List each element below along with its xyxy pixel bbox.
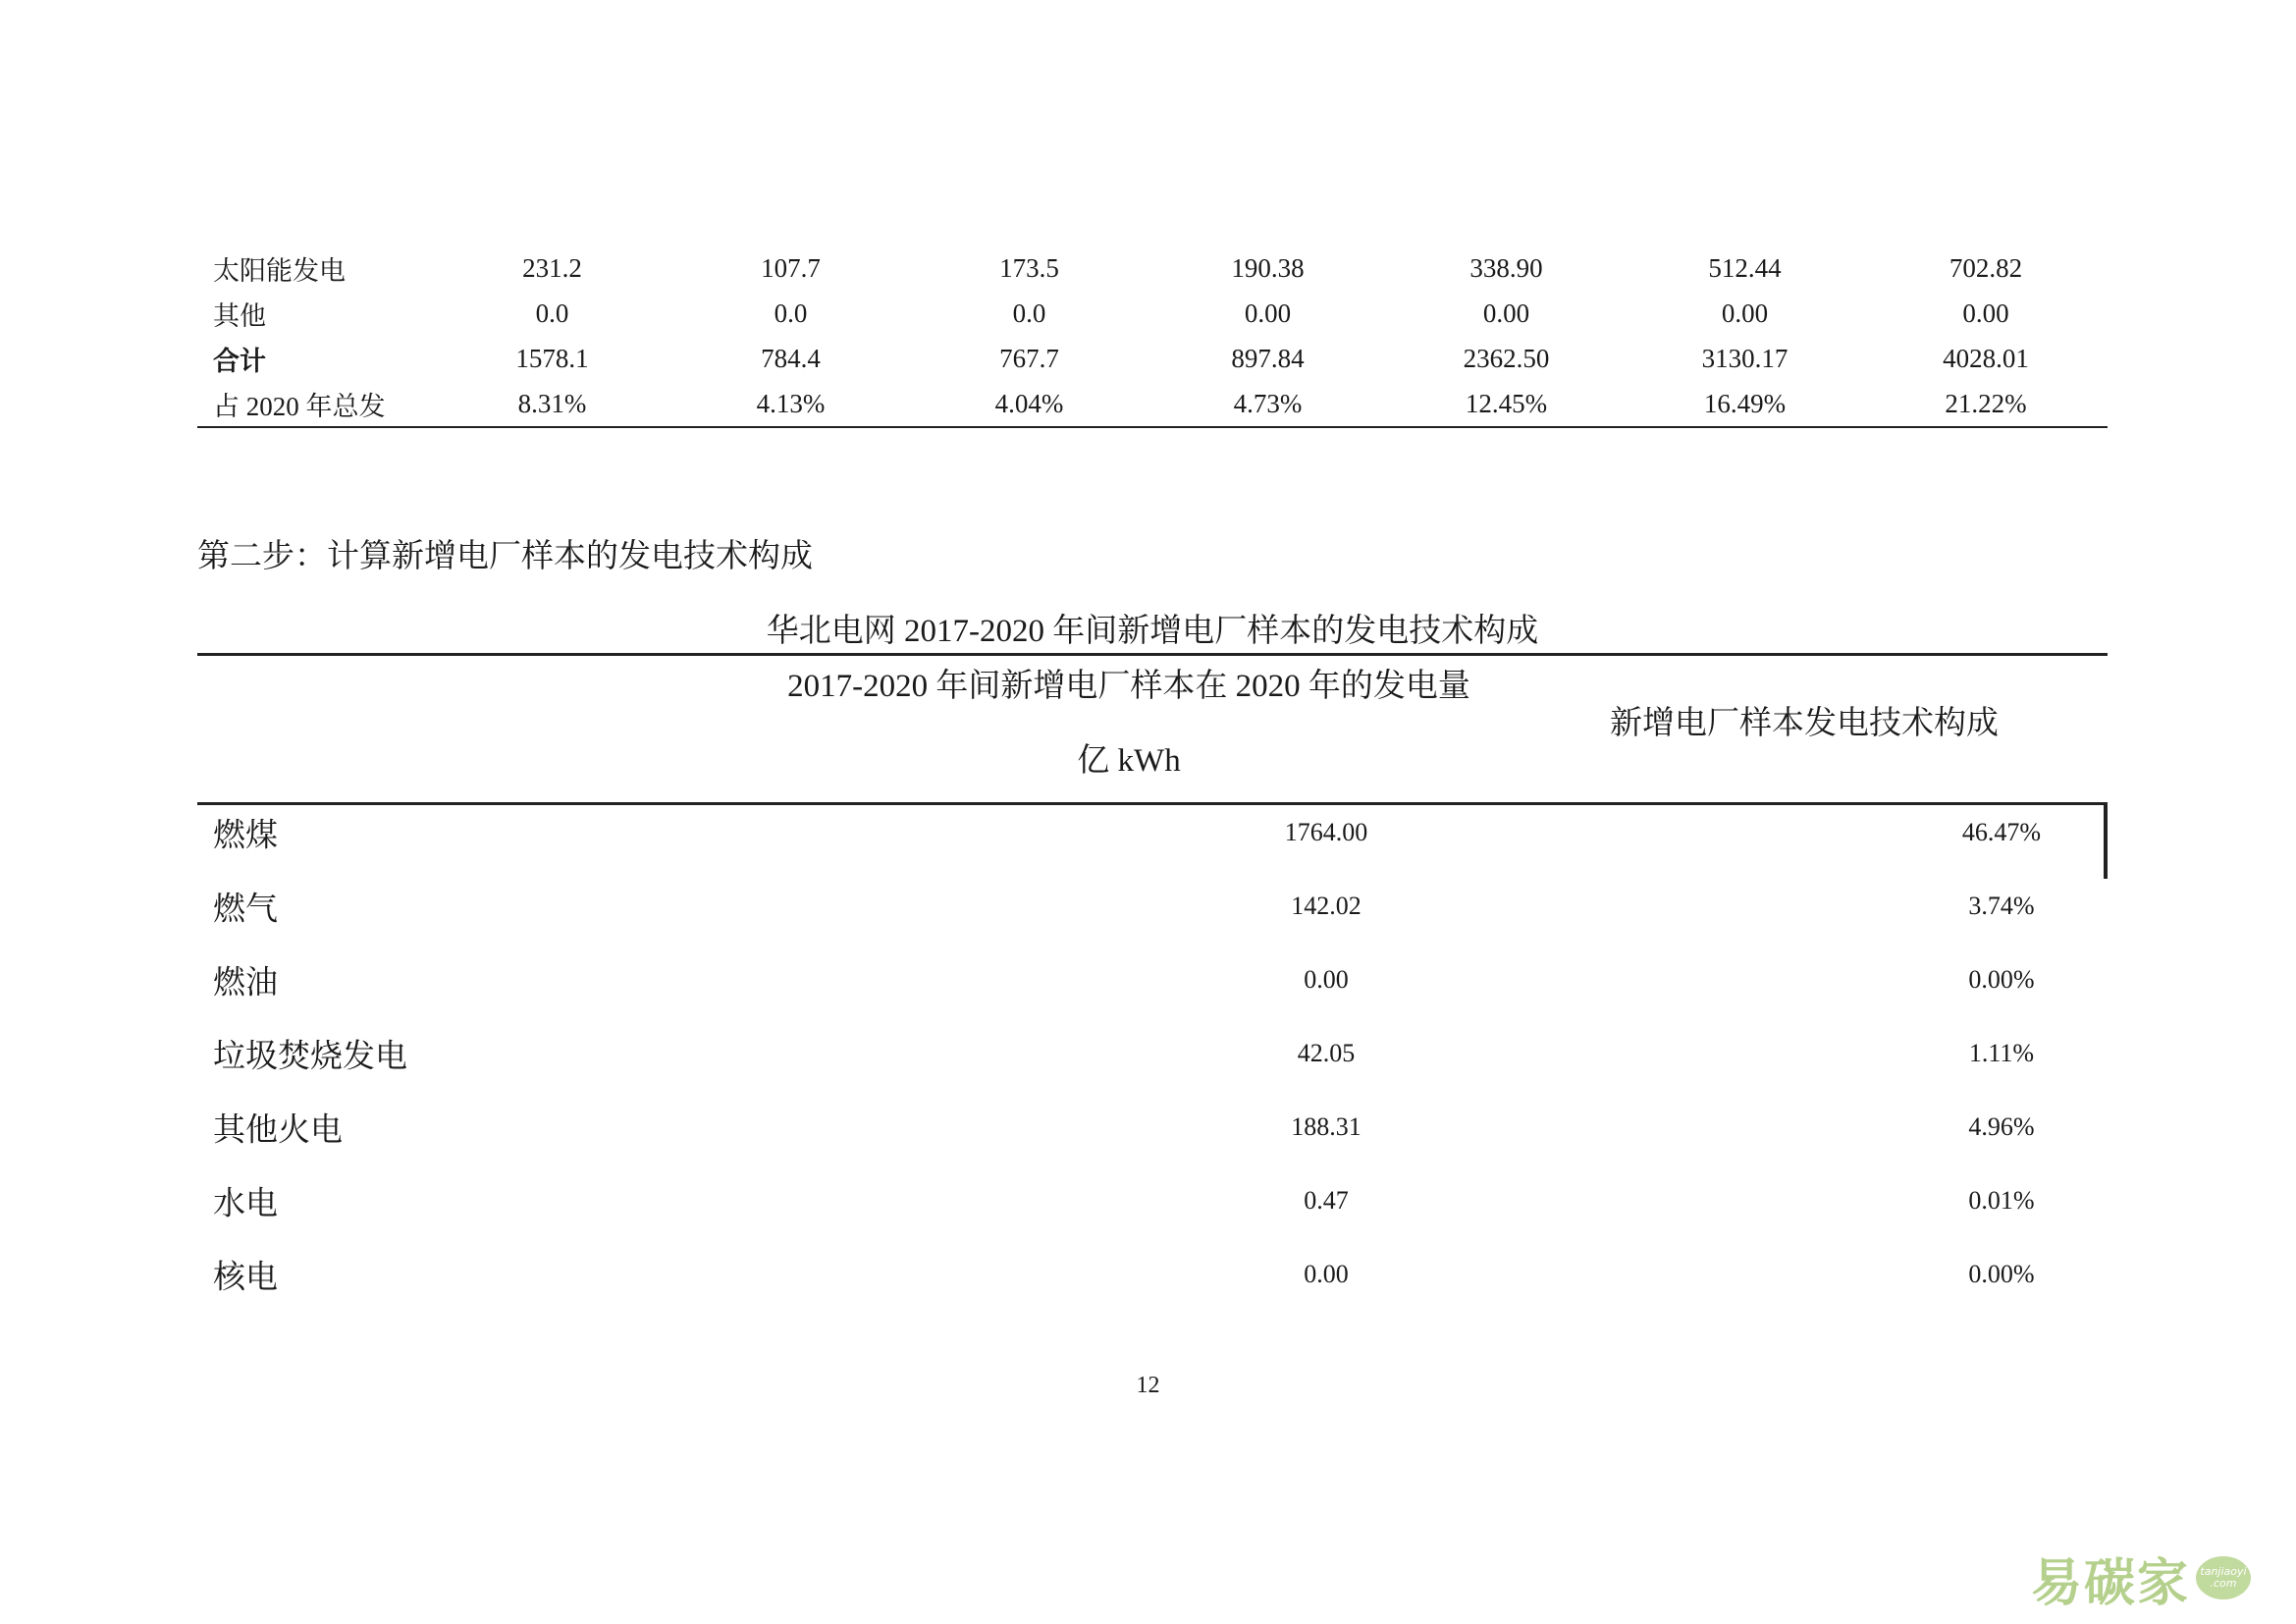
step-heading: 第二步：计算新增电厂样本的发电技术构成	[197, 539, 813, 574]
cell: 767.7	[999, 343, 1059, 373]
cell: 4028.01	[1943, 343, 2029, 373]
cell: 897.84	[1231, 343, 1305, 373]
cell: 0.00	[1244, 298, 1292, 328]
generation-value: 0.00	[1304, 964, 1349, 994]
composition-share: 3.74%	[1968, 891, 2035, 920]
row-label-oil: 燃油	[213, 965, 278, 1001]
composition-share: 4.96%	[1968, 1111, 2035, 1141]
composition-share: 0.01%	[1968, 1185, 2035, 1215]
generation-value: 42.05	[1297, 1038, 1356, 1067]
cell: 16.49%	[1626, 381, 1864, 427]
cell: 512.44	[1708, 252, 1782, 283]
table-row	[197, 869, 2108, 943]
cell: 231.2	[522, 252, 582, 283]
cell: 2362.50	[1463, 343, 1550, 373]
column-header-generation: 2017-2020 年间新增电厂样本在 2020 年的发电量	[787, 669, 1470, 704]
row-label-share: 占 2020 年总发	[197, 381, 433, 427]
generation-value: 142.02	[1291, 891, 1362, 920]
cell: 4.13%	[671, 381, 910, 427]
composition-share: 0.00%	[1968, 1259, 2035, 1288]
watermark-badge-line1: tanjiaoyi	[2200, 1564, 2247, 1578]
watermark-logo	[2030, 1545, 2251, 1613]
cell: 0.00	[1482, 298, 1530, 328]
cell: 784.4	[761, 343, 821, 373]
generation-value: 188.31	[1291, 1111, 1362, 1141]
row-label-gas: 燃气	[213, 892, 278, 927]
table-row	[197, 1164, 2108, 1237]
watermark-badge-line2: .com	[2210, 1577, 2237, 1590]
table-title: 华北电网 2017-2020 年间新增电厂样本的发电技术构成	[766, 614, 1539, 649]
generation-value: 0.00	[1304, 1259, 1349, 1288]
cell: 107.7	[761, 252, 821, 283]
cell: 4.04%	[910, 381, 1148, 427]
cell: 12.45%	[1387, 381, 1626, 427]
table-row	[197, 943, 2108, 1016]
row-label-waste: 垃圾焚烧发电	[213, 1039, 407, 1074]
table-row	[197, 1016, 2108, 1090]
generation-value: 1764.00	[1284, 817, 1368, 846]
watermark-badge	[2196, 1556, 2251, 1599]
table-row	[197, 291, 2108, 336]
row-label-other-thermal: 其他火电	[213, 1112, 343, 1148]
row-label-coal: 燃煤	[213, 818, 278, 853]
row-label-other: 其他	[213, 300, 266, 331]
row-label-nuclear: 核电	[213, 1260, 278, 1295]
column-header-composition: 新增电厂样本发电技术构成	[1610, 706, 1999, 741]
watermark-brand: 易碳家	[2030, 1553, 2190, 1613]
cell: 0.0	[774, 298, 808, 328]
row-label-hydro: 水电	[213, 1186, 278, 1221]
table-row	[197, 245, 2108, 291]
table-row-total	[197, 336, 2108, 381]
column-header-unit: 亿 kWh	[1077, 743, 1181, 779]
cell: 0.00	[1962, 298, 2009, 328]
cell: 1578.1	[515, 343, 589, 373]
cell: 702.82	[1949, 252, 2023, 283]
cell: 21.22%	[1864, 381, 2108, 427]
cell: 0.00	[1721, 298, 1769, 328]
table-row-share	[197, 381, 2108, 427]
cell: 190.38	[1231, 252, 1305, 283]
cell: 338.90	[1469, 252, 1543, 283]
cell: 0.0	[535, 298, 569, 328]
row-label-total: 合计	[213, 346, 266, 376]
cell: 3130.17	[1701, 343, 1789, 373]
table-row	[197, 795, 2108, 869]
composition-share: 1.11%	[1968, 1038, 2035, 1067]
composition-share: 46.47%	[1961, 817, 2042, 846]
page-number: 12	[1136, 1373, 1160, 1398]
row-label-solar: 太阳能发电	[213, 255, 346, 286]
table-top-rule	[197, 653, 2108, 656]
cell: 173.5	[999, 252, 1059, 283]
cell: 8.31%	[433, 381, 671, 427]
generation-value: 0.47	[1304, 1185, 1349, 1215]
cell: 4.73%	[1148, 381, 1387, 427]
table-row	[197, 1237, 2108, 1311]
composition-share: 0.00%	[1968, 964, 2035, 994]
table-row	[197, 1090, 2108, 1164]
cell: 0.0	[1012, 298, 1046, 328]
generation-table-continued	[197, 245, 2108, 428]
